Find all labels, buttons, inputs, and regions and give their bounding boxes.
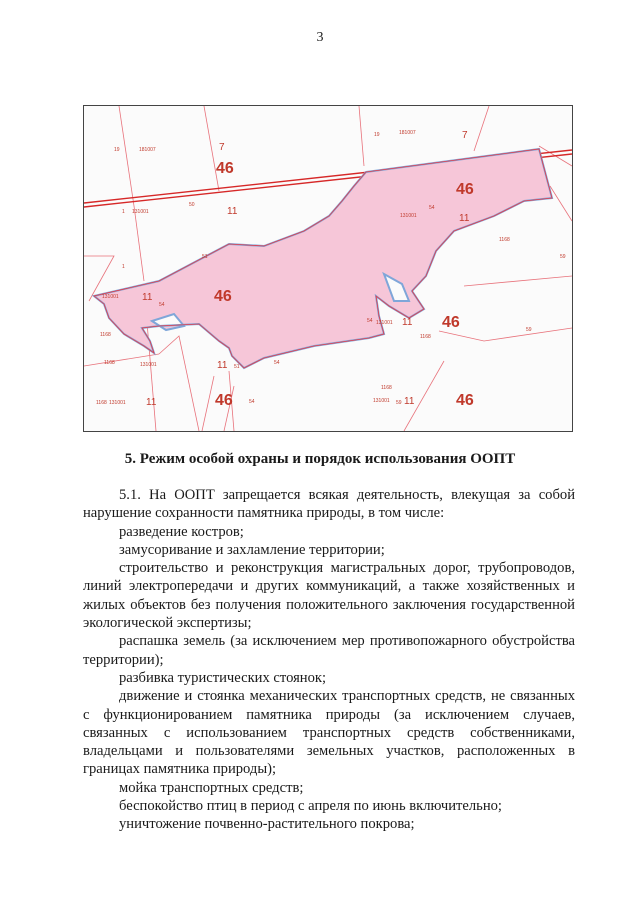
- map-label: 1168: [100, 332, 111, 338]
- page-number: 3: [316, 30, 324, 45]
- parcel-line: [550, 186, 572, 221]
- map-label: 11: [404, 396, 415, 407]
- map-label: 54: [274, 360, 280, 366]
- parcel-line: [359, 106, 364, 166]
- map-label: 51: [234, 364, 240, 370]
- parcel-line: [159, 336, 199, 431]
- map-label: 1168: [96, 400, 107, 406]
- parcel-line: [202, 376, 214, 431]
- map-label: 131001: [140, 362, 157, 368]
- parcel-line: [119, 106, 134, 206]
- map-label: 46: [456, 181, 474, 198]
- list-item: мойка транспортных средств;: [119, 779, 304, 796]
- map-label: 51: [202, 254, 208, 260]
- protected-area-polygon: [94, 149, 552, 368]
- parcel-line: [474, 106, 489, 151]
- list-item: разведение костров;: [119, 523, 244, 540]
- map-label: 46: [442, 314, 460, 331]
- map-label: 1: [122, 209, 125, 215]
- map-label: 59: [560, 254, 566, 260]
- section-heading: 5. Режим особой охраны и порядок использования ООПТ: [124, 451, 516, 467]
- map-label: 181007: [139, 147, 156, 153]
- map-label: 19: [374, 132, 380, 138]
- map-label: 46: [215, 392, 233, 409]
- map-label: 59: [526, 327, 532, 333]
- map-label: 131001: [102, 294, 119, 300]
- map-label: 131001: [373, 398, 390, 404]
- cadastral-map: [83, 105, 573, 432]
- map-label: 54: [159, 302, 165, 308]
- map-label: 181007: [399, 130, 416, 136]
- list-item: беспокойство птиц в период с апреля по июнь включительно;: [119, 798, 502, 815]
- map-label: 54: [367, 318, 373, 324]
- parcel-line: [464, 276, 572, 286]
- map-label: 11: [142, 292, 153, 303]
- map-label: 11: [227, 206, 238, 217]
- map-label: 1168: [104, 360, 115, 366]
- map-label: 46: [214, 288, 232, 305]
- map-label: 11: [146, 397, 157, 408]
- map-label: 19: [114, 147, 120, 153]
- map-label: 1168: [420, 334, 431, 340]
- list-item: разбивка туристических стоянок;: [119, 669, 327, 686]
- map-label: 1168: [381, 385, 392, 391]
- section-body: [83, 486, 575, 834]
- map-label: 11: [402, 317, 413, 328]
- map-label: 131001: [400, 213, 417, 219]
- map-label: 7: [462, 130, 468, 141]
- map-label: 131001: [376, 320, 393, 326]
- map-label: 50: [189, 202, 195, 208]
- map-label: 131001: [132, 209, 149, 215]
- list-item: распашка земель (за исключением мер противопожарного обустройства территории);: [83, 633, 575, 668]
- map-label: 54: [429, 205, 435, 211]
- parcel-line: [134, 206, 144, 281]
- intro-paragraph: 5.1. На ООПТ запрещается всякая деятельность, влекущая за собой нарушение сохранности памятника природы, в том числе:: [83, 487, 575, 522]
- map-label: 11: [217, 360, 228, 371]
- map-label: 7: [219, 142, 225, 153]
- map-label: 131001: [109, 400, 126, 406]
- map-label: 1168: [499, 237, 510, 243]
- map-label: 11: [459, 213, 470, 224]
- map-label: 59: [396, 400, 402, 406]
- parcel-line: [204, 106, 219, 191]
- map-label: 46: [216, 160, 234, 177]
- map-label: 46: [456, 392, 474, 409]
- list-item: движение и стоянка механических транспортных средств, не связанных с функционированием памятника природы (за исключением случаев, связанных с использованием транспортных средств собственниками, владельцами и пользователями земельных участков, расположенных в границах памятника природы);: [83, 688, 575, 778]
- list-item: замусоривание и захламление территории;: [119, 541, 385, 558]
- map-label: 1: [122, 264, 125, 270]
- list-item: уничтожение почвенно-растительного покрова;: [119, 816, 415, 833]
- list-item: строительство и реконструкция магистральных дорог, трубопроводов, линий электропередачи и других коммуникаций, а также хозяйственных и жилых объектов без получения положительного заключения государственной экологической экспертизы;: [83, 560, 575, 632]
- map-label: 54: [249, 399, 255, 405]
